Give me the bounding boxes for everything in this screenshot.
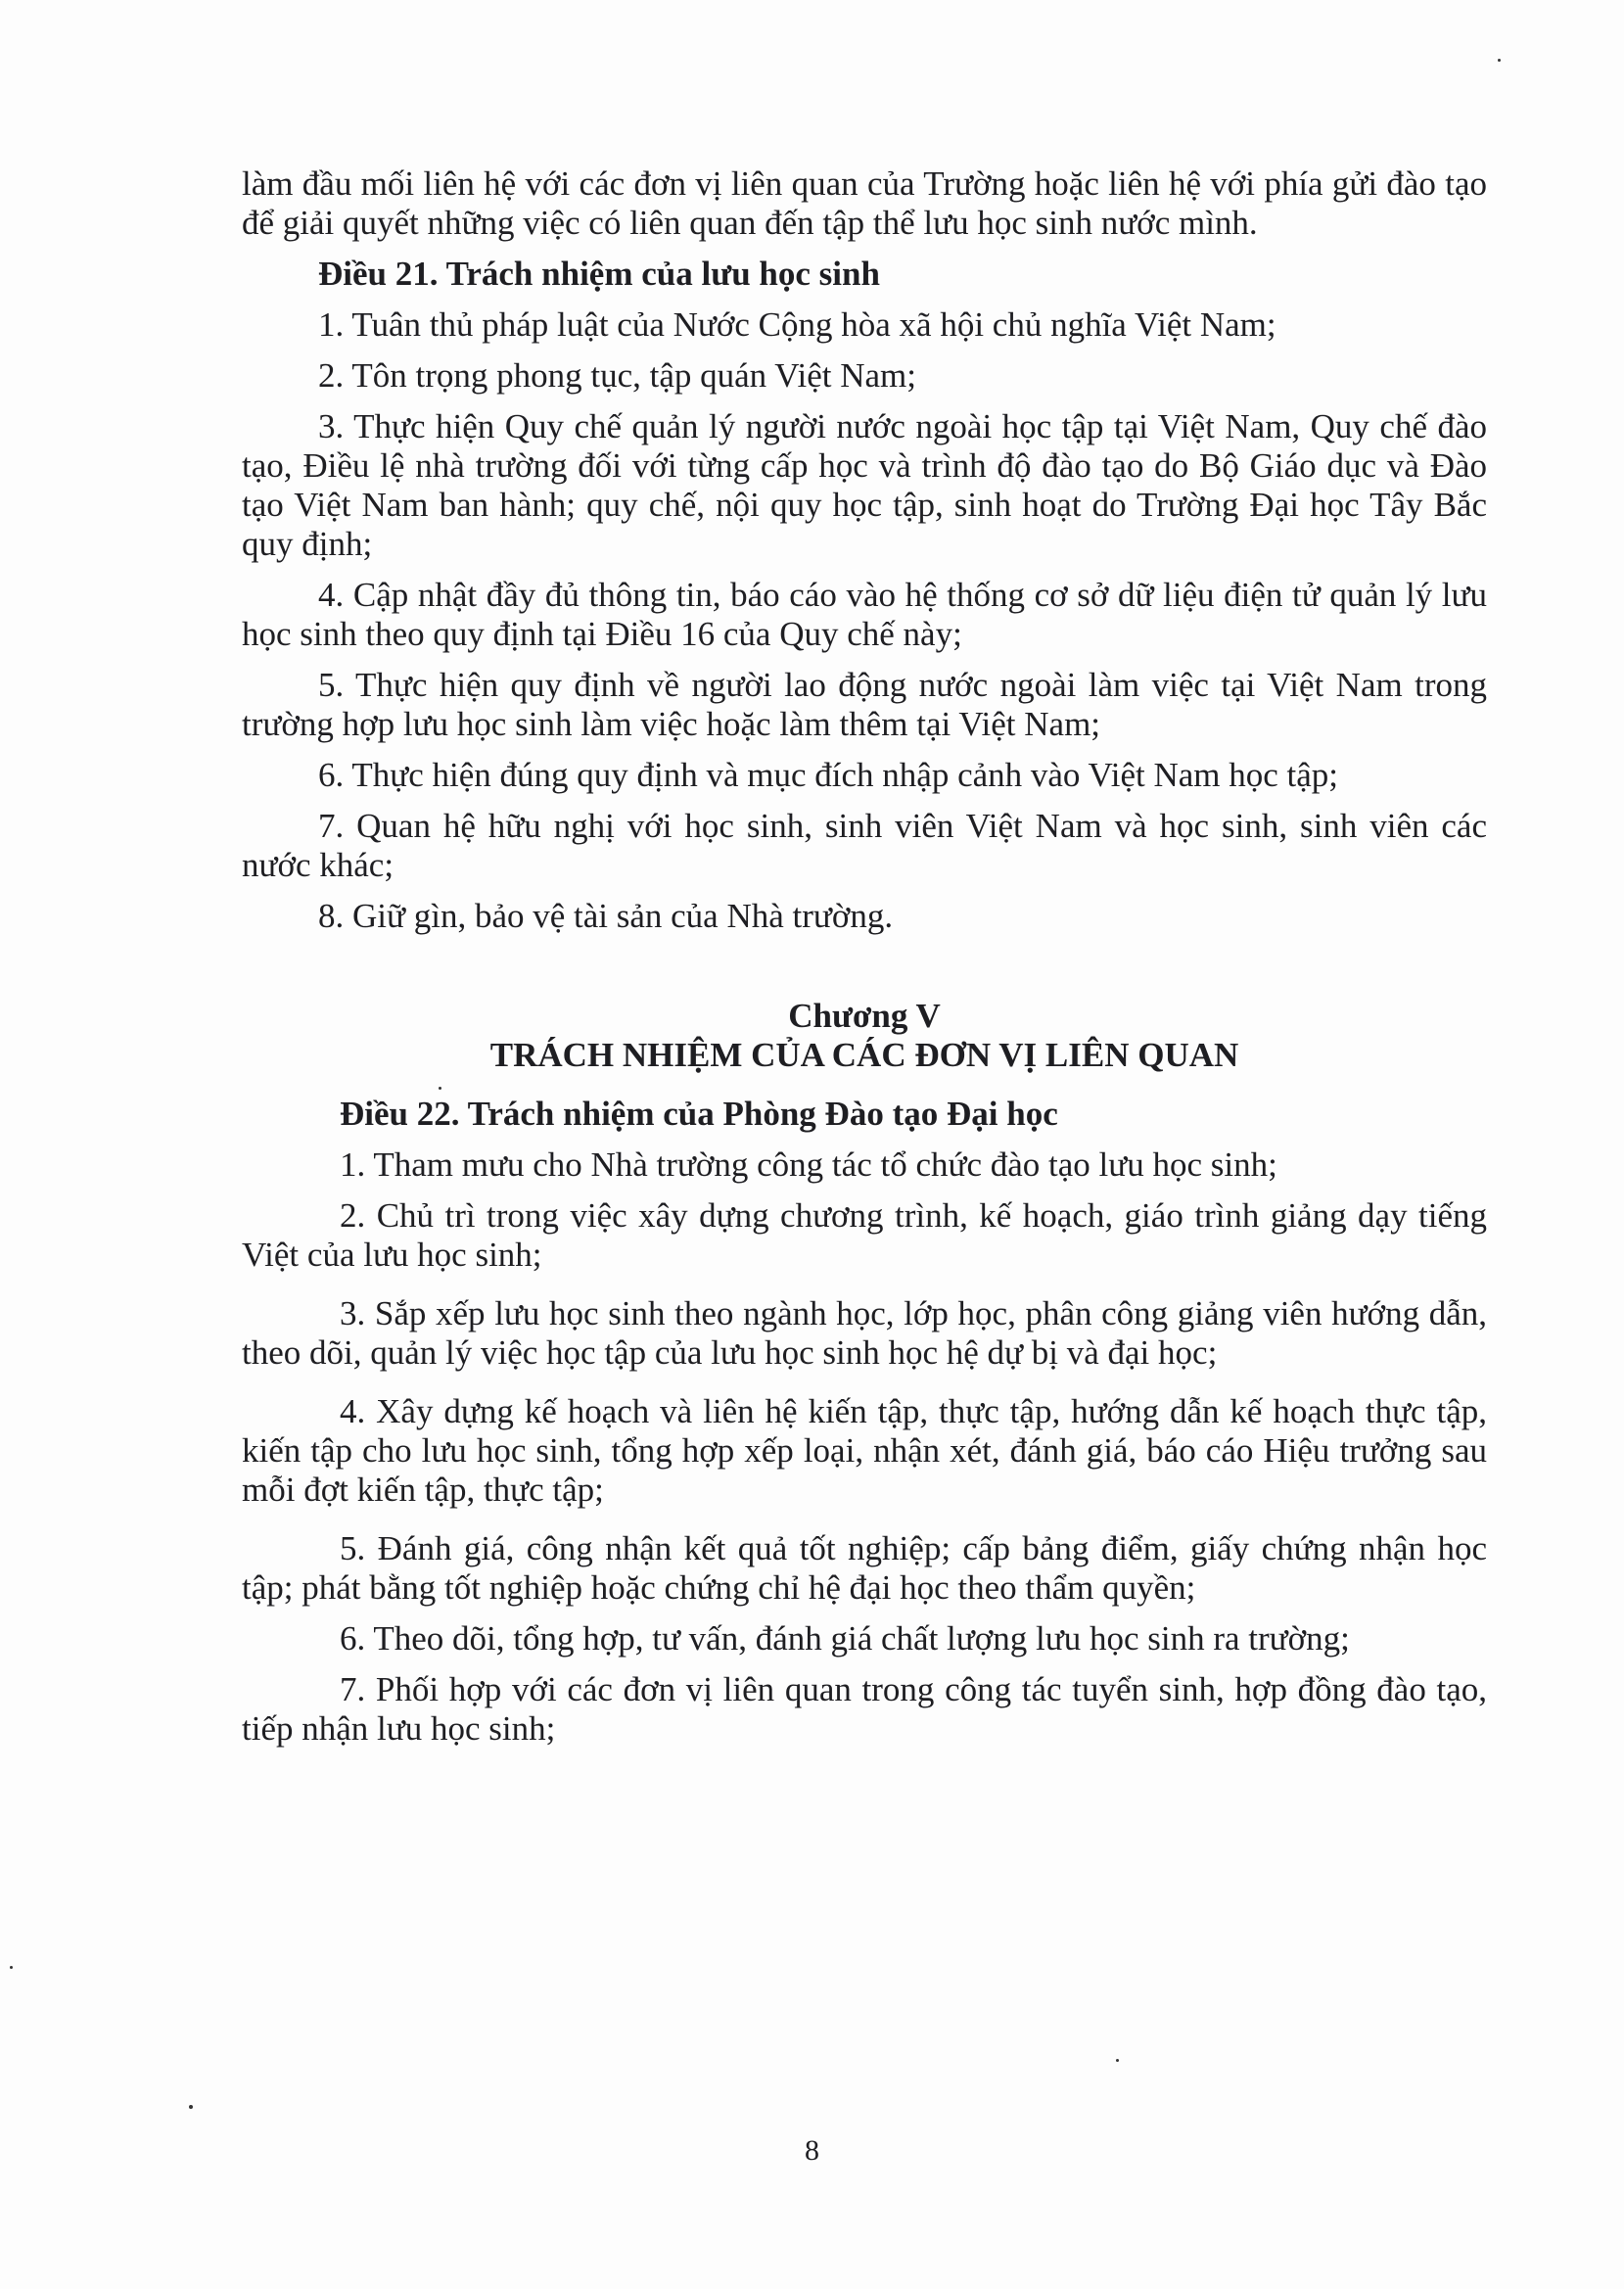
article-21-item-8: 8. Giữ gìn, bảo vệ tài sản của Nhà trường.: [318, 897, 894, 935]
article-22-item-5: 5. Đánh giá, công nhận kết quả tốt nghiệp; cấp bảng điểm, giấy chứng nhận học tập; phát bằng tốt nghiệp hoặc chứng chỉ hệ đại học theo thẩm quyền;: [242, 1529, 1487, 1607]
article-21-item-3: 3. Thực hiện Quy chế quản lý người nước ngoài học tập tại Việt Nam, Quy chế đào tạo, Điều lệ nhà trường đối với từng cấp học và trình độ đào tạo do Bộ Giáo dục và Đào tạo Việt Nam ban hành; quy chế, nội quy học tập, sinh hoạt do Trường Đại học Tây Bắc quy định;: [242, 407, 1487, 563]
article-21-item-5: 5. Thực hiện quy định về người lao động nước ngoài làm việc tại Việt Nam trong trường hợp lưu học sinh làm việc hoặc làm thêm tại Việt Nam;: [242, 666, 1487, 743]
article-22-item-3: 3. Sắp xếp lưu học sinh theo ngành học, lớp học, phân công giảng viên hướng dẫn, theo dõi, quản lý việc học tập của lưu học sinh học hệ dự bị và đại học;: [242, 1294, 1487, 1372]
paragraph-continuation: làm đầu mối liên hệ với các đơn vị liên quan của Trường hoặc liên hệ với phía gửi đào tạo để giải quyết những việc có liên quan đến tập thể lưu học sinh nước mình.: [242, 164, 1487, 242]
scan-speck: [1116, 2059, 1119, 2062]
chapter-heading: [242, 997, 1487, 1075]
article-22-item-6: 6. Theo dõi, tổng hợp, tư vấn, đánh giá chất lượng lưu học sinh ra trường;: [340, 1619, 1350, 1658]
article-22-item-4: 4. Xây dựng kế hoạch và liên hệ kiến tập, thực tập, hướng dẫn kế hoạch thực tập, kiến tập cho lưu học sinh, tổng hợp xếp loại, nhận xét, đánh giá, báo cáo Hiệu trưởng sau mỗi đợt kiến tập, thực tập;: [242, 1392, 1487, 1509]
article-21-item-7: 7. Quan hệ hữu nghị với học sinh, sinh viên Việt Nam và học sinh, sinh viên các nước khác;: [242, 807, 1487, 884]
article-21-item-6: 6. Thực hiện đúng quy định và mục đích nhập cảnh vào Việt Nam học tập;: [318, 756, 1339, 794]
article-21-item-1: 1. Tuân thủ pháp luật của Nước Cộng hòa xã hội chủ nghĩa Việt Nam;: [318, 305, 1276, 344]
scan-speck: [439, 1087, 441, 1090]
article-22-item-1: 1. Tham mưu cho Nhà trường công tác tổ chức đào tạo lưu học sinh;: [340, 1145, 1277, 1184]
chapter-title: TRÁCH NHIỆM CỦA CÁC ĐƠN VỊ LIÊN QUAN: [489, 1036, 1239, 1074]
article-21-item-2: 2. Tôn trọng phong tục, tập quán Việt Nam;: [318, 356, 916, 395]
scan-speck: [10, 1966, 13, 1969]
article-22-item-2: 2. Chủ trì trong việc xây dựng chương trình, kế hoạch, giáo trình giảng dạy tiếng Việt của lưu học sinh;: [242, 1196, 1487, 1274]
scan-speck: [189, 2105, 193, 2109]
article-21-item-4: 4. Cập nhật đầy đủ thông tin, báo cáo vào hệ thống cơ sở dữ liệu điện tử quản lý lưu học sinh theo quy định tại Điều 16 của Quy chế này;: [242, 576, 1487, 653]
page-body: [242, 164, 1487, 1749]
article-21-heading: Điều 21. Trách nhiệm của lưu học sinh: [318, 255, 880, 293]
scan-speck: [1498, 59, 1501, 62]
article-22-heading: Điều 22. Trách nhiệm của Phòng Đào tạo Đại học: [340, 1095, 1058, 1133]
article-22-item-7: 7. Phối hợp với các đơn vị liên quan trong công tác tuyển sinh, hợp đồng đào tạo, tiếp nhận lưu học sinh;: [242, 1670, 1487, 1748]
chapter-number: Chương V: [788, 997, 941, 1035]
page-number: 8: [805, 2134, 819, 2167]
